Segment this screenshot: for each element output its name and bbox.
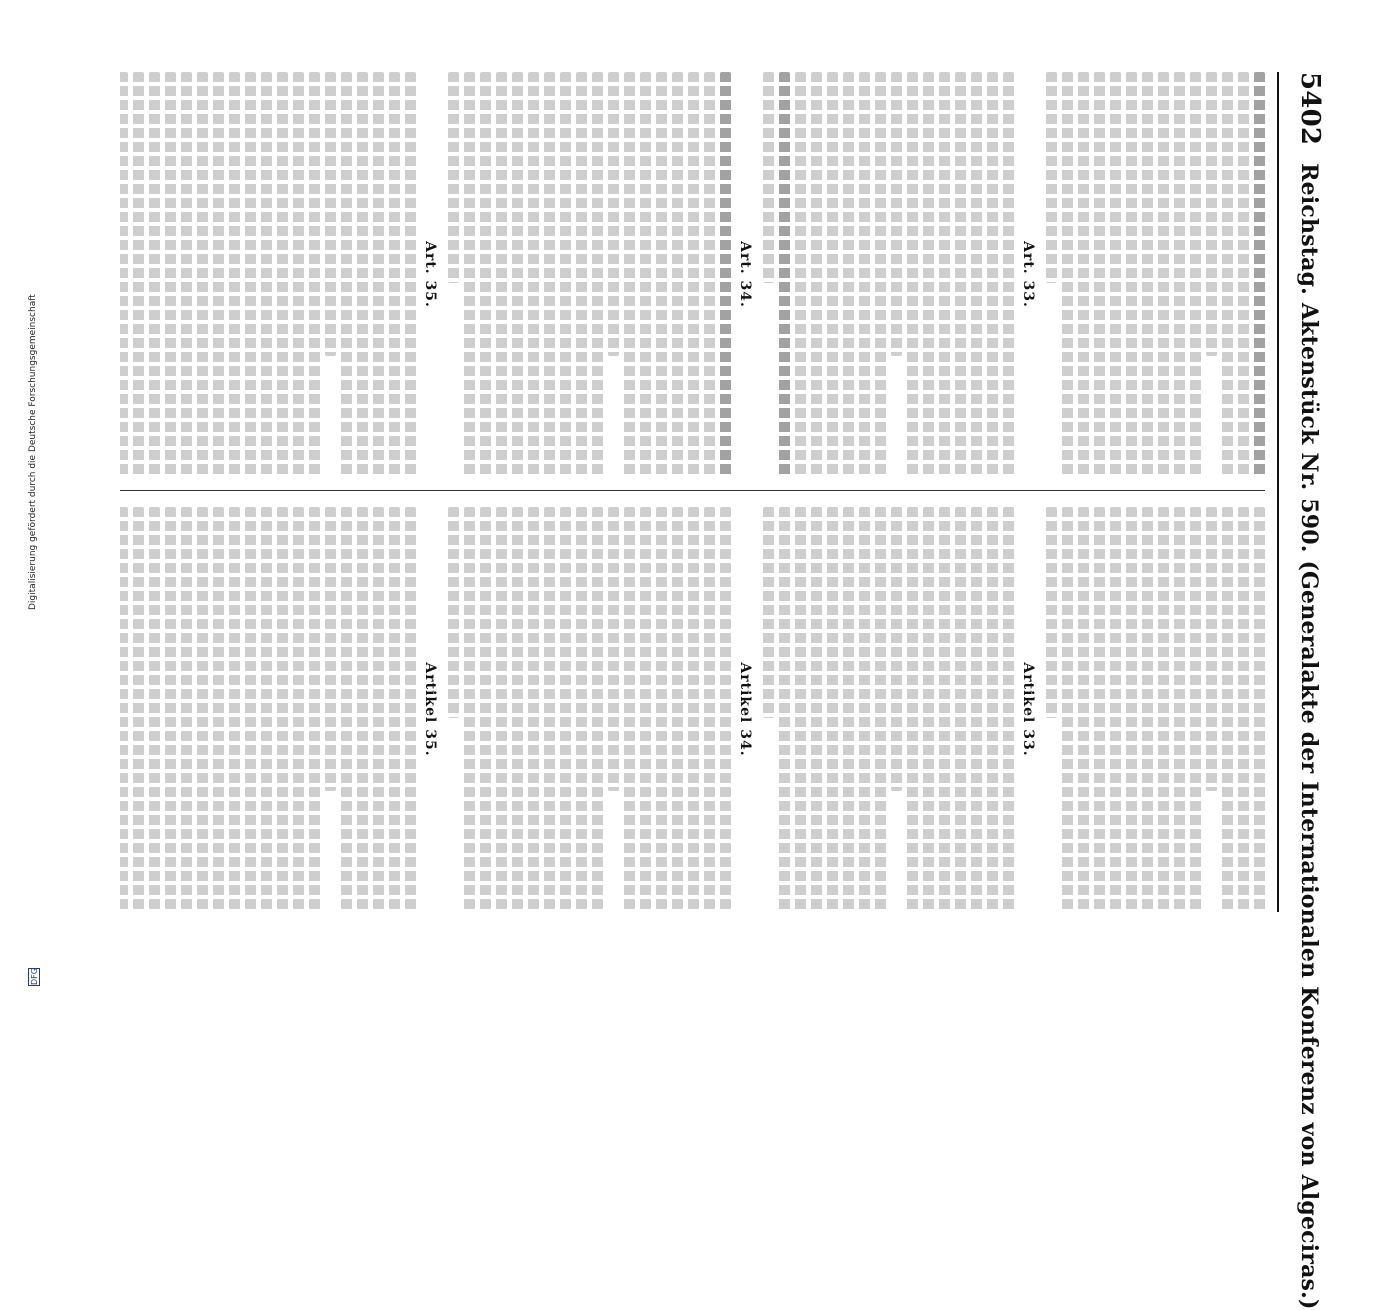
text-line (1110, 507, 1121, 912)
text-line (229, 72, 240, 477)
text-line (1094, 507, 1105, 912)
right-block-2 (763, 507, 1014, 912)
text-line (656, 507, 667, 912)
text-line (325, 72, 336, 356)
text-line (213, 72, 224, 477)
right-block-3 (448, 507, 731, 912)
text-line (608, 72, 619, 356)
text-line (640, 72, 651, 477)
text-line (1062, 72, 1073, 477)
text-line (795, 507, 806, 912)
text-line (1046, 72, 1057, 283)
text-line (512, 507, 523, 912)
text-line (133, 507, 144, 912)
text-line (1174, 507, 1185, 912)
text-line (1238, 72, 1249, 477)
text-line (939, 507, 950, 912)
text-line (891, 507, 902, 791)
text-line (779, 72, 790, 477)
text-line (987, 72, 998, 477)
text-line (955, 507, 966, 912)
text-line (624, 507, 635, 912)
text-line (1126, 72, 1137, 477)
text-line (1003, 507, 1014, 912)
text-line (448, 507, 459, 718)
text-line (277, 507, 288, 912)
german-column (120, 507, 1265, 912)
text-line (464, 507, 475, 912)
text-line (181, 72, 192, 477)
article-heading-left-35: Art. 35. (422, 241, 438, 308)
french-column (120, 72, 1265, 477)
text-line (309, 507, 320, 912)
text-line (624, 72, 635, 477)
text-line (971, 72, 982, 477)
text-line (1142, 507, 1153, 912)
text-line (245, 507, 256, 912)
text-line (1158, 507, 1169, 912)
text-line (859, 507, 870, 912)
text-line (229, 507, 240, 912)
left-block-2 (763, 72, 1014, 477)
article-heading-left-33: Art. 33. (1020, 241, 1036, 308)
text-line (149, 507, 160, 912)
text-line (592, 507, 603, 912)
left-block-1 (1046, 72, 1265, 477)
text-line (923, 72, 934, 477)
text-line (1110, 72, 1121, 477)
text-line (672, 72, 683, 477)
text-line (843, 507, 854, 912)
text-line (955, 72, 966, 477)
article-heading-right-35: Artikel 35. (422, 662, 438, 757)
text-line (1062, 507, 1073, 912)
text-line (197, 72, 208, 477)
text-line (373, 72, 384, 477)
header-title: Reichstag. Aktenstück Nr. 590. (Generalakte der Internationalen Konferenz von Algeciras.) (1296, 163, 1322, 1310)
text-line (827, 72, 838, 477)
text-line (277, 72, 288, 477)
text-line (843, 72, 854, 477)
text-line (496, 507, 507, 912)
text-line (165, 507, 176, 912)
text-line (133, 72, 144, 477)
text-line (528, 507, 539, 912)
text-line (341, 507, 352, 912)
text-line (672, 507, 683, 912)
text-line (341, 72, 352, 477)
text-line (496, 72, 507, 477)
text-line (1158, 72, 1169, 477)
text-line (293, 507, 304, 912)
text-line (293, 72, 304, 477)
article-heading-left-34: Art. 34. (737, 241, 753, 308)
text-line (779, 507, 790, 912)
text-line (389, 507, 400, 912)
text-line (560, 72, 571, 477)
text-line (512, 72, 523, 477)
text-line (827, 507, 838, 912)
text-line (1254, 72, 1265, 477)
column-divider (120, 490, 1265, 491)
text-line (859, 72, 870, 477)
text-line (197, 507, 208, 912)
left-block-4 (120, 72, 416, 477)
text-line (891, 72, 902, 356)
text-line (875, 72, 886, 477)
credit-text: Digitalisierung gefördert durch die Deutsche Forschungsgemeinschaft (28, 294, 38, 610)
text-line (875, 507, 886, 912)
text-line (720, 72, 731, 477)
text-line (309, 72, 320, 477)
text-line (1078, 507, 1089, 912)
text-line (1254, 507, 1265, 912)
text-line (480, 507, 491, 912)
text-line (1126, 507, 1137, 912)
text-line (544, 72, 555, 477)
text-line (1222, 507, 1233, 912)
text-line (1078, 72, 1089, 477)
text-line (357, 507, 368, 912)
text-line (528, 72, 539, 477)
text-line (544, 507, 555, 912)
text-line (373, 507, 384, 912)
text-line (245, 72, 256, 477)
text-line (165, 72, 176, 477)
text-line (576, 72, 587, 477)
article-heading-right-33: Artikel 33. (1020, 662, 1036, 757)
text-line (1190, 72, 1201, 477)
text-line (907, 72, 918, 477)
text-line (763, 72, 774, 283)
right-block-4 (120, 507, 416, 912)
text-line (656, 72, 667, 477)
text-line (923, 507, 934, 912)
text-line (987, 507, 998, 912)
text-line (720, 507, 731, 912)
text-line (405, 72, 416, 477)
text-line (1190, 507, 1201, 912)
text-line (811, 72, 822, 477)
text-line (576, 507, 587, 912)
page-header (1281, 72, 1325, 1310)
text-line (464, 72, 475, 477)
text-line (1222, 72, 1233, 477)
text-line (795, 72, 806, 477)
text-line (448, 72, 459, 283)
header-rule (1277, 72, 1279, 912)
text-line (149, 72, 160, 477)
right-block-1 (1046, 507, 1265, 912)
dfg-badge: DFG (30, 968, 39, 985)
text-line (1046, 507, 1057, 718)
article-heading-right-34: Artikel 34. (737, 662, 753, 757)
text-line (405, 507, 416, 912)
text-line (640, 507, 651, 912)
text-line (1142, 72, 1153, 477)
text-line (213, 507, 224, 912)
text-line (704, 507, 715, 912)
text-line (608, 507, 619, 791)
text-line (907, 507, 918, 912)
text-line (1206, 507, 1217, 791)
text-line (592, 72, 603, 477)
text-line (1174, 72, 1185, 477)
text-line (1094, 72, 1105, 477)
text-line (357, 72, 368, 477)
text-line (120, 507, 128, 912)
text-line (763, 507, 774, 718)
text-line (1238, 507, 1249, 912)
text-line (688, 72, 699, 477)
text-line (1003, 72, 1014, 477)
text-line (1206, 72, 1217, 356)
text-line (939, 72, 950, 477)
text-line (389, 72, 400, 477)
text-line (480, 72, 491, 477)
text-line (325, 507, 336, 791)
text-line (704, 72, 715, 477)
text-line (120, 72, 128, 477)
text-line (261, 507, 272, 912)
text-line (261, 72, 272, 477)
text-line (560, 507, 571, 912)
text-line (811, 507, 822, 912)
left-block-3 (448, 72, 731, 477)
page-number: 5402 (1295, 72, 1325, 146)
text-line (181, 507, 192, 912)
text-line (688, 507, 699, 912)
text-line (971, 507, 982, 912)
